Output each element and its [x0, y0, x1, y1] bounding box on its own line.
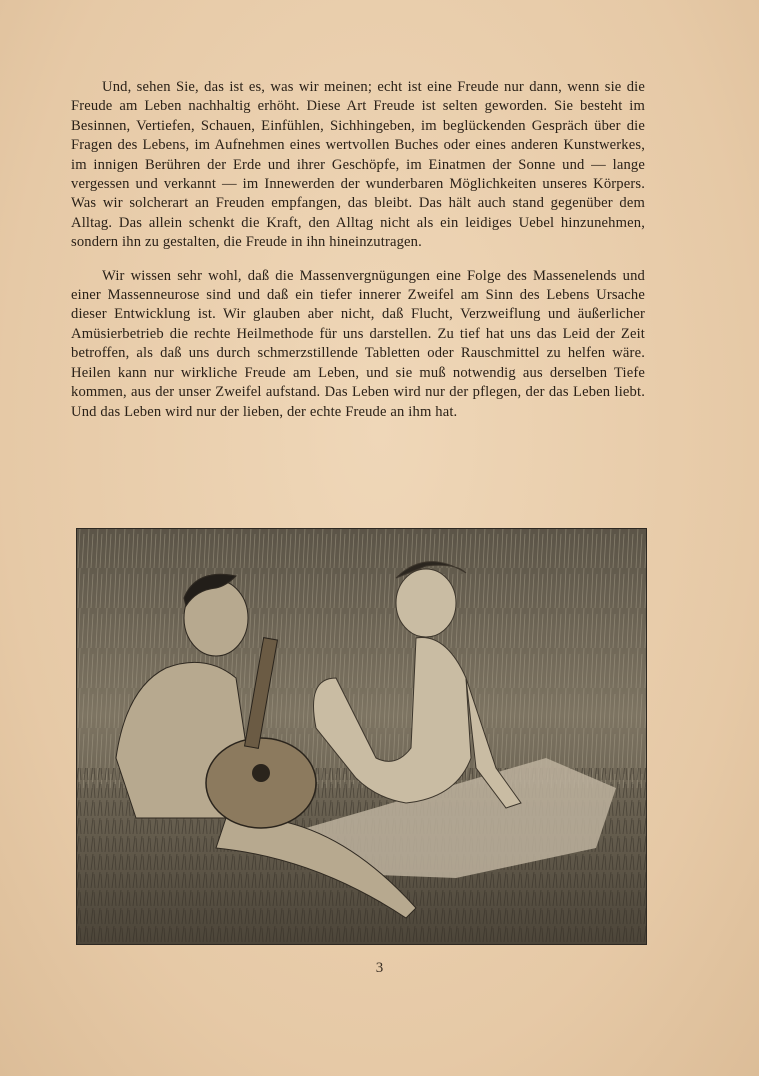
photograph [76, 528, 647, 945]
paragraph-1: Und, sehen Sie, das ist es, was wir meinen; echt ist eine Freude nur dann, wenn sie die Freude am Leben nachhaltig erhöht. Diese Art Freude ist selten geworden. Sie besteht im Besinnen, Vertiefen, Schauen, Einfühlen, Sichhingeben, im beglückenden Gespräch über die Fragen des Lebens, im Aufnehmen eines wertvollen Buches oder eines anderen Kunstwerkes, im innigen Berühren der Erde und ihrer Geschöpfe, im Einatmen der Sonne und — lange vergessen und verkannt — im Innewerden der wunderbaren Möglichkeiten unseres Körpers. Was wir solcherart an Freuden empfangen, das bleibt. Das hält auch stand gegenüber dem Alltag. Das allein schenkt die Kraft, den Alltag nicht als ein leidiges Uebel hinzunehmen, sondern ihn zu gestalten, die Freude in ihn hineinzutragen. [71, 79, 645, 251]
page-number: 3 [375, 960, 384, 976]
photo-illustration [76, 528, 647, 945]
body-text [71, 78, 645, 422]
paragraph-2: Wir wissen sehr wohl, daß die Massenvergnügungen eine Folge des Massenelends und einer Massenneurose sind und daß ein tiefer innerer Zweifel am Sinn des Lebens Ursache dieser Entwicklung ist. Wir glauben aber nicht, daß Flucht, Verzweiflung und äußerlicher Amüsierbetrieb die rechte Heilmethode für uns darstellen. Zu tief hat uns das Leid der Zeit betroffen, als daß uns durch schmerzstillende Tabletten oder Rauschmittel zu helfen wäre. Heilen kann nur wirkliche Freude am Leben, und sie muß notwendig aus derselben Tiefe kommen, aus der unser Zweifel aufstand. Das Leben wird nur der pflegen, der das Leben liebt. Und das Leben wird nur der lieben, der echte Freude an ihm hat. [71, 267, 645, 420]
